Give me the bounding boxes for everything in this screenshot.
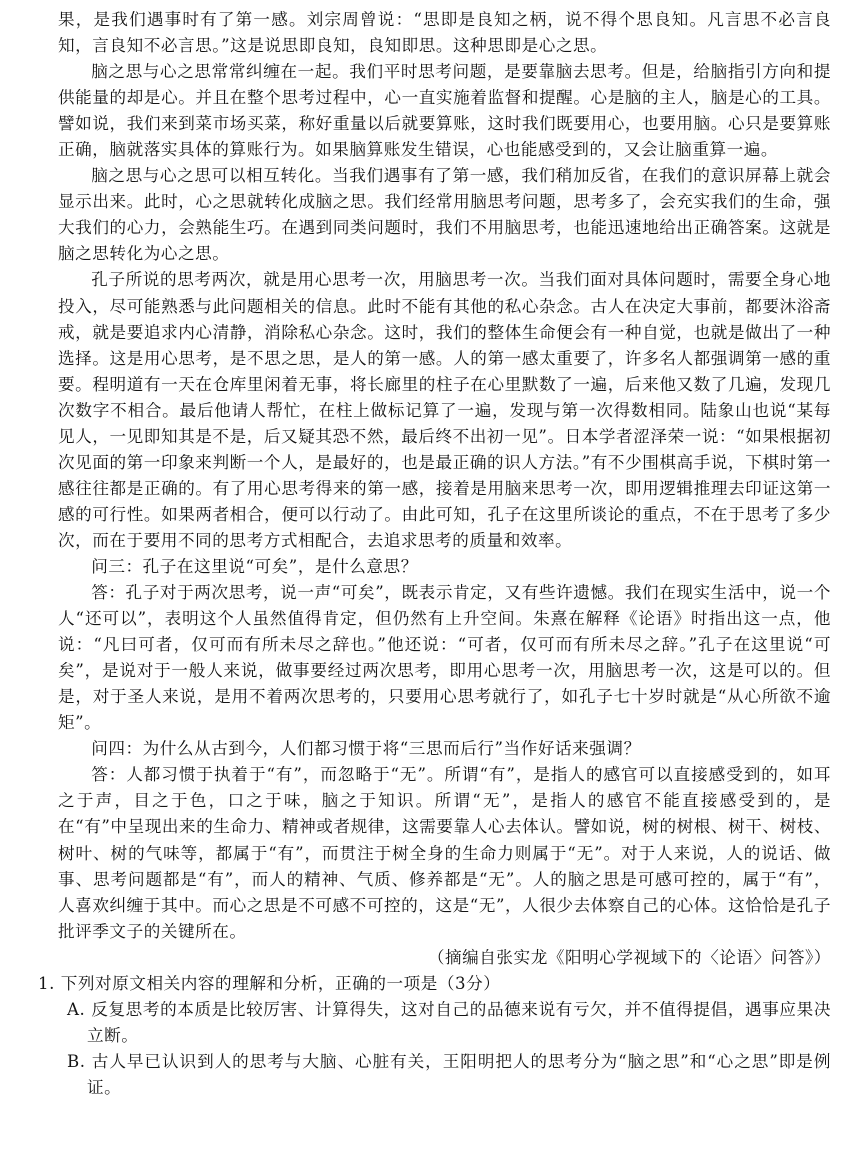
source-citation: （摘编自张实龙《阳明心学视域下的〈论语〉问答》） — [427, 947, 831, 967]
article-paragraph: 脑之思与心之思可以相互转化。当我们遇事有了第一感，我们稍加反省，在我们的意识屏幕上就会显示出来。此时，心之思就转化成脑之思。我们经常用脑思考问题，思考多了，会充实我们的生命，强大我们的心力，会熟能生巧。在遇到同类问题时，我们不用脑思考，也能迅速地给出正确答案。这就是脑之思转化为心之思。 — [58, 166, 831, 264]
article-paragraph: 脑之思与心之思常常纠缠在一起。我们平时思考问题，是要靠脑去思考。但是，给脑指引方向和提供能量的却是心。并且在整个思考过程中，心一直实施着监督和提醒。心是脑的主人，脑是心的工具。譬如说，我们来到菜市场买菜，称好重量以后就要算账，这时我们既要用心，也要用脑。心只是要算账正确，脑就落实具体的算账行为。如果脑算账发生错误，心也能感受到的，又会让脑重算一遍。 — [58, 62, 831, 160]
interview-question-4: 问四：为什么从古到今，人们都习惯于将“三思而后行”当作好话来强调？ — [91, 739, 641, 759]
interview-answer-4: 答：人都习惯于执着于“有”，而忽略于“无”。所谓“有”，是指人的感官可以直接感受到的，如耳之于声，目之于色，口之于味，脑之于知识。所谓“无”，是指人的感官不能直接感受到的，是在“有”中呈现出来的生命力、精神或者规律，这需要靠人心去体认。譬如说，树的树根、树干、树枝、树叶、树的气味等，都属于“有”，而贯注于树全身的生命力则属于“无”。对于人来说，人的说话、做事、思考问题都是“有”，而人的精神、气质、修养都是“无”。人的脑之思是可感可控的，属于“有”，人喜欢纠缠于其中。而心之思是不可感不可控的，这是“无”，人很少去体察自己的心体。这恰恰是孔子批评季文子的关键所在。 — [58, 765, 831, 941]
question-1-stem: 1. 下列对原文相关内容的理解和分析，正确的一项是（3分） — [38, 973, 501, 993]
article-paragraph: 孔子所说的思考两次，就是用心思考一次，用脑思考一次。当我们面对具体问题时，需要全身心地投入，尽可能熟悉与此问题相关的信息。此时不能有其他的私心杂念。古人在决定大事前，都要沐浴斋戒，就是要追求内心清静，消除私心杂念。这时，我们的整体生命便会有一种自觉，也就是做出了一种选择。这是用心思考，是不思之思，是人的第一感。人的第一感太重要了，许多名人都强调第一感的重要。程明道有一天在仓库里闲着无事，将长廊里的柱子在心里默数了一遍，后来他又数了几遍，发现几次数字不相合。最后他请人帮忙，在柱上做标记算了一遍，发现与第一次得数相同。陆象山也说“某每见人，一见即知其是不是，后又疑其恐不然，最后终不出初一见”。日本学者涩泽荣一说：“如果根据初次见面的第一印象来判断一个人，是最好的，也是最正确的识人方法。”有不少围棋高手说，下棋时第一感往往都是正确的。有了用心思考得来的第一感，接着是用脑来思考一次，即用逻辑推理去印证这第一感的可行性。如果两者相合，便可以行动了。由此可知，孔子在这里所谈论的重点，不在于思考了多少次，而在于要用不同的思考方式相配合，去追求思考的质量和效率。 — [58, 270, 831, 550]
article-paragraph: 果，是我们遇事时有了第一感。刘宗周曾说：“思即是良知之柄，说不得个思良知。凡言思不必言良知，言良知不必言思。”这是说思即良知，良知即思。这种思即是心之思。 — [58, 10, 831, 56]
interview-answer-3: 答：孔子对于两次思考，说一声“可矣”，既表示肯定，又有些许遗憾。我们在现实生活中，说一个人“还可以”，表明这个人虽然值得肯定，但仍然有上升空间。朱熹在解释《论语》时指出这一点，他说：“凡曰可者，仅可而有所未尽之辞也。”他还说：“可者，仅可而有所未尽之辞。”孔子在这里说“可矣”，是说对于一般人来说，做事要经过两次思考，即用心思考一次，用脑思考一次，这是可以的。但是，对于圣人来说，是用不着两次思考的，只要用心思考就行了，如孔子七十岁时就是“从心所欲不逾矩”。 — [58, 583, 831, 733]
option-a: A. 反复思考的本质是比较厉害、计算得失，这对自己的品德来说有亏欠，并不值得提倡，遇事应果决立断。 — [67, 999, 831, 1045]
option-b: B. 古人早已认识到人的思考与大脑、心脏有关，王阳明把人的思考分为“脑之思”和“心之思”即是例证。 — [67, 1051, 831, 1097]
interview-question-3: 问三：孔子在这里说“可矣”，是什么意思？ — [91, 556, 418, 576]
